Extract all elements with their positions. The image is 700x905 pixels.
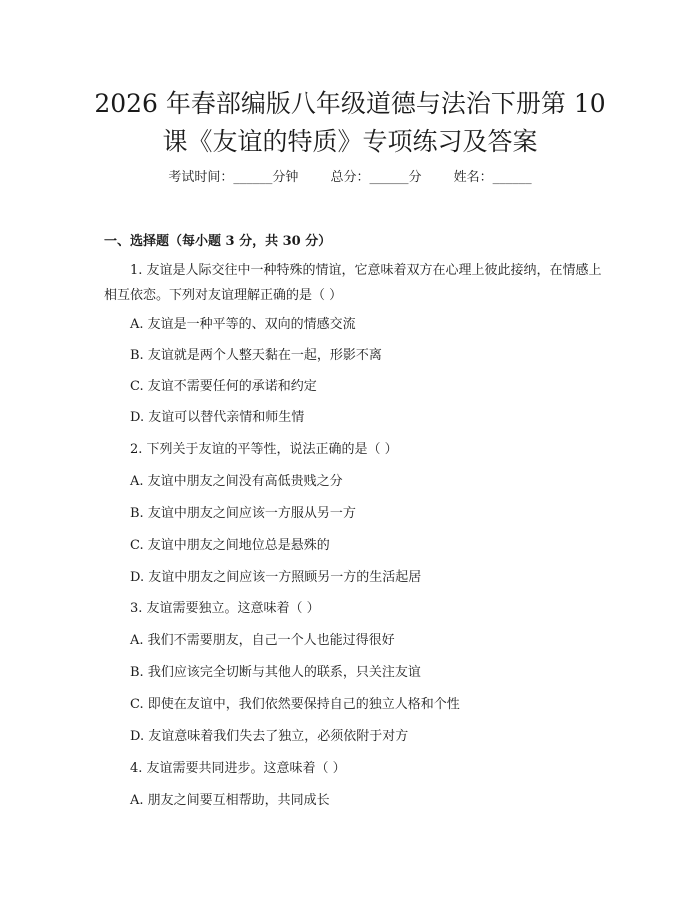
question-2-option-c: C. 友谊中朋友之间地位总是悬殊的 [130,538,330,553]
question-3-option-b: B. 我们应该完全切断与其他人的联系，只关注友谊 [130,665,421,680]
exam-time: 考试时间：______分钟 [168,170,299,185]
question-4-option-a: A. 朋友之间要互相帮助，共同成长 [130,793,330,808]
document-title-line-1: 2026 年春部编版八年级道德与法治下册第 10 [94,89,606,118]
question-1-option-a: A. 友谊是一种平等的、双向的情感交流 [130,317,356,332]
question-3-option-c: C. 即使在友谊中，我们依然要保持自己的独立人格和个性 [130,697,460,712]
question-4-stem: 4. 友谊需要共同进步。这意味着（ ） [130,761,346,776]
question-1-option-b: B. 友谊就是两个人整天黏在一起，形影不离 [130,348,382,363]
question-3-option-a: A. 我们不需要朋友，自己一个人也能过得很好 [130,633,395,648]
exam-info [0,168,700,188]
question-1-option-d: D. 友谊可以替代亲情和师生情 [130,410,305,425]
question-3-stem: 3. 友谊需要独立。这意味着（ ） [130,601,320,616]
section-heading: 一、选择题（每小题 3 分，共 30 分） [104,234,332,249]
question-2-option-a: A. 友谊中朋友之间没有高低贵贱之分 [130,474,343,489]
document-title-line-2: 课《友谊的特质》专项练习及答案 [162,127,538,156]
question-2-option-b: B. 友谊中朋友之间应该一方服从另一方 [130,506,356,521]
question-1-stem: 1. 友谊是人际交往中一种特殊的情谊，它意味着双方在心理上彼此接纳，在情感上相互依恋。下列对友谊理解正确的是（ ） [104,263,602,303]
question-1-option-c: C. 友谊不需要任何的承诺和约定 [130,379,317,394]
question-2-option-d: D. 友谊中朋友之间应该一方照顾另一方的生活起居 [130,570,422,585]
question-2-stem: 2. 下列关于友谊的平等性，说法正确的是（ ） [130,442,398,457]
question-3-option-d: D. 友谊意味着我们失去了独立，必须依附于对方 [130,729,409,744]
exam-name: 姓名：______ [453,170,532,185]
exam-score: 总分：______分 [330,170,422,185]
